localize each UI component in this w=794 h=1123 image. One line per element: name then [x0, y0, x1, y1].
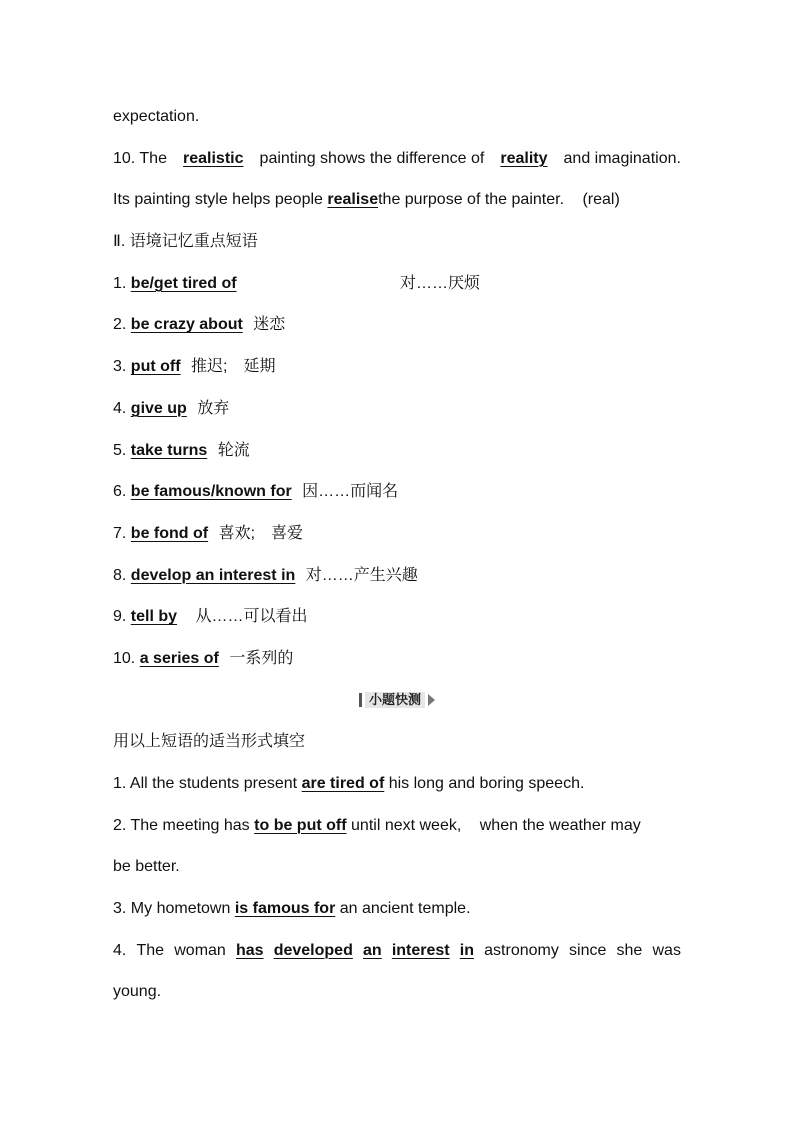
answer-word: realistic: [183, 149, 244, 167]
text-segment: the purpose of the painter.: [378, 191, 565, 209]
phrase-text: a series of: [139, 649, 219, 667]
quiz-instruction: [113, 721, 681, 763]
text-word: she: [616, 941, 643, 959]
phrase-meaning: 一系列的: [229, 649, 294, 667]
phrase-number: 9.: [113, 608, 127, 626]
quiz-item-4-continued: [113, 971, 681, 1013]
phrase-text: tell by: [130, 608, 178, 626]
text-segment: his long and boring speech.: [388, 775, 585, 792]
phrase-item: [113, 346, 681, 388]
badge-label: 小题快测: [365, 692, 425, 708]
exercise-item-10-continued: [113, 179, 681, 221]
phrase-meaning: 迷恋: [253, 316, 286, 334]
phrase-number: 8.: [113, 566, 127, 584]
text-segment: and imagination.: [563, 149, 681, 167]
text-word: was: [652, 941, 681, 959]
section-heading: [113, 221, 681, 263]
phrase-number: 7.: [113, 524, 127, 542]
item-number: 10. The: [113, 149, 167, 167]
phrase-text: be famous/known for: [130, 483, 292, 501]
quiz-item-2: [113, 805, 681, 847]
text-word: woman: [174, 941, 226, 959]
quiz-item-3: [113, 888, 681, 930]
phrase-text: put off: [130, 358, 181, 376]
quiz-item-1: [113, 763, 681, 805]
quiz-item-2-continued: [113, 846, 681, 888]
phrase-number: 4.: [113, 399, 127, 417]
quiz-badge: [359, 692, 435, 708]
document-page: [113, 96, 681, 1013]
badge-arrow-icon: [428, 694, 435, 706]
badge-bar-icon: [359, 693, 362, 707]
exercise-item-10: [113, 138, 681, 180]
phrase-number: 3.: [113, 358, 127, 376]
phrase-meaning: 喜欢; 喜爱: [218, 524, 304, 542]
text-word: 4.: [113, 941, 127, 959]
answer-phrase: are tired of: [301, 775, 385, 792]
text-segment: an ancient temple.: [339, 900, 471, 918]
phrase-text: give up: [130, 399, 187, 417]
answer-word: has: [235, 941, 264, 959]
phrase-item: [113, 638, 681, 680]
phrase-meaning: 推迟; 延期: [191, 358, 276, 376]
phrase-item: [113, 471, 681, 513]
section-title: Ⅱ. 语境记忆重点短语: [113, 233, 258, 251]
phrase-text: be fond of: [130, 524, 209, 542]
phrase-item: [113, 555, 681, 597]
answer-phrase: is famous for: [234, 900, 336, 918]
phrase-number: 2.: [113, 316, 127, 334]
phrase-number: 1.: [113, 274, 127, 292]
text-word: The: [136, 941, 165, 959]
text-segment: be better.: [113, 858, 180, 876]
phrase-item: [113, 263, 681, 305]
text-segment: 3. My hometown: [113, 900, 231, 918]
phrase-item: [113, 388, 681, 430]
answer-word: realise: [327, 191, 379, 209]
answer-word: reality: [500, 149, 548, 167]
text-segment: 2. The meeting has: [113, 816, 250, 834]
phrase-item: [113, 513, 681, 555]
phrase-item: [113, 304, 681, 346]
phrase-text: be crazy about: [130, 316, 243, 334]
text-word: astronomy: [484, 941, 559, 959]
quiz-badge-row: [113, 680, 681, 722]
phrase-text: take turns: [130, 441, 208, 459]
phrase-item: [113, 596, 681, 638]
text-segment: painting shows the difference of: [259, 149, 485, 167]
text-segment: 1. All the students present: [113, 775, 298, 792]
phrase-number: 5.: [113, 441, 127, 459]
continued-text: expectation.: [113, 108, 200, 125]
answer-word: an: [363, 941, 382, 959]
phrase-meaning: 因……而闻名: [302, 483, 399, 501]
answer-word: interest: [391, 941, 450, 959]
text-segment: until next week,: [351, 816, 462, 834]
phrase-meaning: 对……产生兴趣: [305, 566, 418, 584]
phrase-number: 10.: [113, 649, 136, 667]
phrase-number: 6.: [113, 483, 127, 501]
phrase-meaning: 轮流: [217, 441, 250, 459]
quiz-item-4: [113, 930, 681, 972]
phrase-meaning: 从……可以看出: [195, 608, 308, 626]
phrase-item: [113, 430, 681, 472]
phrase-meaning: 放弃: [197, 399, 230, 417]
hint-word: (real): [582, 191, 620, 209]
answer-word: developed: [273, 941, 353, 959]
phrase-text: be/get tired of: [130, 274, 237, 292]
phrase-meaning: 对……厌烦: [400, 274, 481, 292]
instruction-text: 用以上短语的适当形式填空: [113, 733, 306, 751]
text-segment: young.: [113, 983, 162, 1001]
text-segment: when the weather may: [479, 816, 641, 834]
text-word: since: [569, 941, 607, 959]
answer-phrase: to be put off: [254, 816, 347, 834]
text-line: [113, 96, 681, 138]
answer-word: in: [459, 941, 474, 959]
phrase-text: develop an interest in: [130, 566, 296, 584]
text-segment: Its painting style helps people: [113, 191, 323, 209]
